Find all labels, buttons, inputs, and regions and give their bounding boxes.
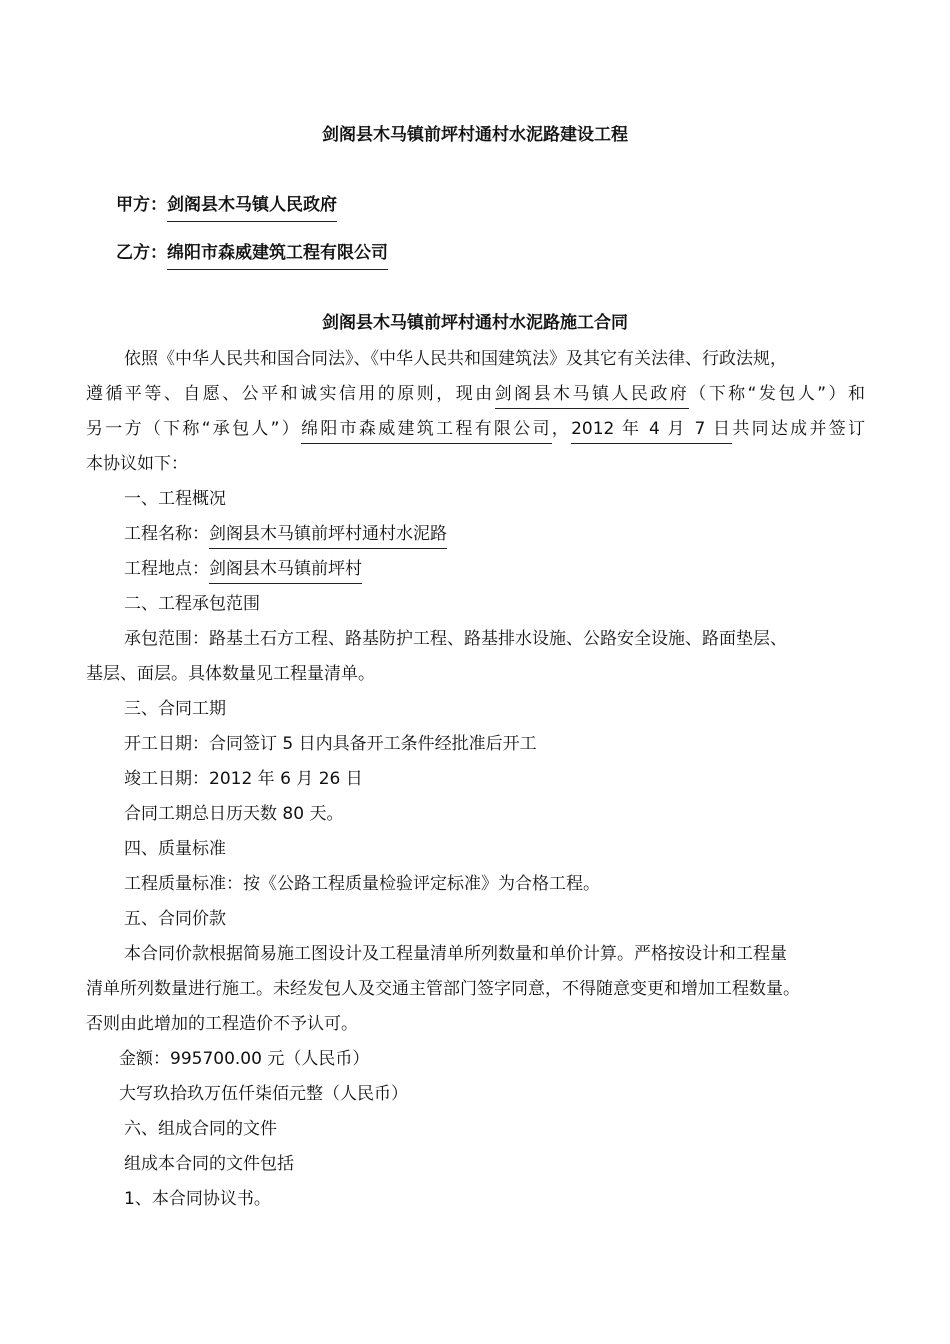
intro-line-2 (86, 379, 865, 404)
contract-title: 剑阁县木马镇前坪村通村水泥路施工合同 (322, 313, 628, 333)
project-name-value: 剑阁县木马镇前坪村通村水泥路 (209, 524, 447, 549)
section-heading-5: 五、合同价款 (124, 909, 226, 929)
amount-words-line: 大写玖拾玖万伍仟柒佰元整（人民币） (119, 1084, 408, 1104)
start-date-line: 开工日期：合同签订 5 日内具备开工条件经批准后开工 (124, 734, 537, 754)
contractor-name: 绵阳市森威建筑工程有限公司 (301, 419, 552, 444)
party-a-line (116, 190, 337, 215)
intro-line-4: 本协议如下： (86, 454, 188, 474)
section-heading-4: 四、质量标准 (124, 839, 226, 859)
section-heading-1: 一、工程概况 (124, 489, 226, 509)
scope-line-1: 承包范围：路基土石方工程、路基防护工程、路基排水设施、公路安全设施、路面垫层、 (124, 629, 787, 649)
price-line-2: 清单所列数量进行施工。未经发包人及交通主管部门签字同意，不得随意变更和增加工程数量。 (86, 979, 800, 999)
party-a-name: 剑阁县木马镇人民政府 (167, 195, 337, 222)
project-site-label: 工程地点： (124, 559, 209, 579)
project-site-line (124, 554, 362, 579)
employer-name: 剑阁县木马镇人民政府 (495, 384, 690, 409)
duration-line: 合同工期总日历天数 80 天。 (124, 804, 344, 824)
project-name-line (124, 519, 447, 544)
quality-line: 工程质量标准：按《公路工程质量检验评定标准》为合格工程。 (124, 874, 600, 894)
party-b-label: 乙方： (116, 243, 167, 263)
sign-date: 2012 年 4 月 7 日 (571, 419, 732, 444)
party-a-label: 甲方： (116, 195, 167, 215)
party-b-line (116, 238, 388, 263)
section-heading-3: 三、合同工期 (124, 699, 226, 719)
document-item-1: 1、本合同协议书。 (124, 1189, 271, 1209)
price-line-1: 本合同价款根据简易施工图设计及工程量清单所列数量和单价计算。严格按设计和工程量 (124, 944, 787, 964)
intro-line-1: 依照《中华人民共和国合同法》、《中华人民共和国建筑法》及其它有关法律、行政法规， (124, 349, 787, 369)
party-b-name: 绵阳市森威建筑工程有限公司 (167, 243, 388, 270)
intro-text: 共同达成并签订 (732, 419, 866, 439)
intro-text: ， (551, 419, 572, 439)
intro-text: 遵循平等、自愿、公平和诚实信用的原则，现由 (86, 384, 495, 404)
finish-date-line: 竣工日期：2012 年 6 月 26 日 (124, 769, 363, 789)
intro-text: （下称“发包人”）和 (689, 384, 865, 404)
section-heading-6: 六、组成合同的文件 (124, 1119, 277, 1139)
scope-line-2: 基层、面层。具体数量见工程量清单。 (86, 664, 375, 684)
intro-line-3 (86, 414, 865, 439)
price-line-3: 否则由此增加的工程造价不予认可。 (86, 1014, 358, 1034)
documents-intro-line: 组成本合同的文件包括 (124, 1154, 294, 1174)
section-heading-2: 二、工程承包范围 (124, 594, 260, 614)
project-site-value: 剑阁县木马镇前坪村 (209, 559, 362, 584)
page-title: 剑阁县木马镇前坪村通村水泥路建设工程 (322, 125, 628, 145)
project-name-label: 工程名称： (124, 524, 209, 544)
amount-line: 金额：995700.00 元（人民币） (119, 1049, 370, 1069)
intro-text: 另一方（下称“承包人”） (86, 419, 302, 439)
